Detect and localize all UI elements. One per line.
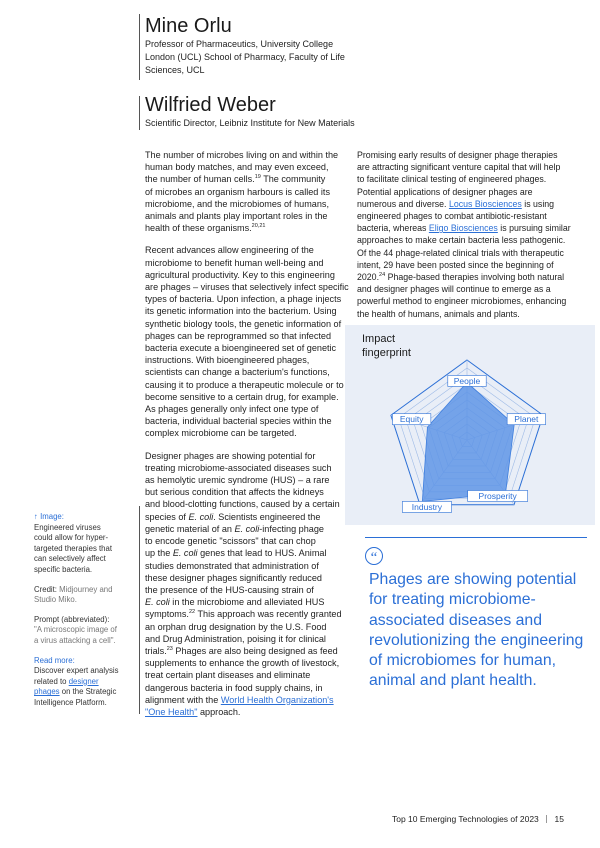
chart-title-line-1: Impact	[362, 333, 396, 345]
text-line: become sensitive to a certain drug, for example.	[145, 391, 339, 402]
text-line: are attracting significant venture capital that will help	[357, 162, 561, 173]
species-name: E. coli	[172, 548, 198, 559]
caption-line: targeted therapies that	[34, 543, 113, 553]
species-name: E. coli	[234, 523, 260, 534]
text-line: This approach was recently granted	[195, 609, 342, 620]
text-line: Of the 44 phage-related clinical trials with therapeutic	[357, 247, 564, 258]
author-name: Wilfried Weber	[145, 94, 276, 116]
text-line: complex microbiome can be targeted.	[145, 428, 297, 439]
text-line: symptoms.	[145, 609, 189, 620]
credit-line: Studio Miko.	[34, 595, 77, 605]
text-line: agricultural productivity. Key to this engineering	[145, 269, 335, 280]
text-line: Promising early results of designer phage therapies	[357, 150, 558, 160]
text-line: Designer phages are showing potential for	[145, 450, 316, 461]
prompt-line: "A microscopic image of	[34, 625, 117, 635]
text-line: -infecting phage	[259, 523, 324, 534]
radar-label-text: People	[453, 375, 481, 386]
footnote-ref: 22	[188, 609, 196, 616]
text-line: powerful method to engineer microbiomes, enhancing	[357, 296, 567, 307]
text-line: the health of humans, animals and plants.	[357, 308, 520, 319]
arrow-up-icon: ↑	[34, 512, 38, 521]
article-column-2	[357, 149, 589, 330]
text-line: trials.	[145, 645, 167, 656]
text-line: and Drug Administration, poising it for clinical	[145, 633, 326, 644]
text-line: phages can be reprogrammed so that infected	[145, 330, 332, 341]
species-name: E. coli	[145, 597, 170, 608]
text-line: As phages generally only infect one type of	[145, 404, 319, 415]
caption-line: specific bacteria.	[34, 564, 93, 574]
radar-axis-label-industry	[402, 501, 451, 512]
chart-title-line-2: fingerprint	[362, 347, 411, 359]
text-line: scientists can change a bacterium's functions,	[145, 367, 330, 378]
text-line: approaches to make certain bacteria less pathogenic.	[357, 235, 566, 246]
text-line: Phages are also being designed as feed	[172, 645, 338, 656]
text-line: alignment with the	[145, 694, 221, 705]
read-more-line: on the Strategic	[59, 687, 117, 697]
text-line: bacteria execute a bioengineered set of genetic	[145, 343, 337, 354]
footer-divider	[546, 815, 547, 823]
eligo-biosciences-link[interactable]: Eligo Biosciences	[428, 223, 498, 234]
radar-axis-label-planet	[507, 414, 545, 425]
text-line: genes that lead to HUS. Animal	[197, 548, 327, 559]
radar-axis-label-people	[448, 375, 486, 386]
radar-label-text: Industry	[411, 501, 443, 512]
text-line: The number of microbes living on and within the	[145, 150, 339, 160]
text-line: the presence of the HUS-causing strain of	[145, 584, 314, 595]
text-line: these designer phages significantly reduced	[145, 572, 322, 583]
paragraph-2	[145, 244, 351, 439]
author-role-line: Professor of Pharmaceutics, University College	[145, 39, 334, 49]
quote-line: for treating microbiome-	[369, 591, 536, 609]
text-line: are phages – viruses that selectively infect specific	[145, 282, 349, 293]
author-rule-1	[139, 14, 140, 80]
text-line: approach.	[197, 706, 241, 717]
radar-axis-label-prosperity	[468, 490, 528, 501]
text-line: The community	[260, 174, 326, 185]
author-block-1	[145, 14, 445, 77]
caption-line: could allow for hyper-	[34, 533, 109, 543]
radar-label-text: Equity	[399, 414, 424, 425]
text-line: dangerous bacteria in food supply chains, in	[145, 682, 323, 693]
text-line: types of bacteria. Upon infection, a phage injects	[145, 294, 342, 305]
pull-quote-rule	[365, 537, 587, 538]
caption-line: Engineered viruses	[34, 522, 101, 532]
article-column-1	[145, 149, 351, 728]
footnote-ref: 23	[166, 645, 173, 652]
text-line: synthetic biology tools, the genetic information of	[145, 318, 342, 329]
text-line: its genetic information into the bacterium. Using	[145, 306, 337, 317]
text-line: to facilitate clinical testing of engineered phages.	[357, 174, 547, 185]
text-line: is using	[521, 198, 555, 209]
text-line: 2020.	[357, 272, 380, 283]
read-more-line: Discover expert analysis	[34, 666, 119, 676]
text-line: in the microbiome and alleviated HUS	[169, 597, 325, 608]
image-caption-sidebar	[34, 512, 136, 717]
footer-text: Top 10 Emerging Technologies of 2023	[391, 814, 539, 824]
text-line: engineered phages to combat antibiotic-resistant	[357, 211, 547, 222]
page-number: 15	[554, 814, 564, 824]
credit-label: Credit:	[34, 584, 57, 594]
quote-line: animal and plant health.	[369, 672, 537, 690]
text-line: instructions. With bioengineered phages,	[145, 355, 310, 366]
paragraph-3	[145, 450, 351, 718]
text-line: treating microbiome-associated diseases such	[145, 462, 332, 473]
caption-line: can selectively affect	[34, 554, 106, 564]
author-role-line: Sciences, UCL	[145, 65, 205, 75]
locus-biosciences-link[interactable]: Locus Biosciences	[448, 198, 522, 209]
author-role-line: London (UCL) School of Pharmacy, Faculty of Life	[145, 52, 345, 62]
footnote-ref: 19	[254, 174, 261, 181]
text-line: studies demonstrated that administration of	[145, 560, 319, 571]
radar-axis-label-equity	[392, 414, 430, 425]
footnote-ref: 24	[379, 272, 386, 279]
one-health-link[interactable]: "One Health"	[145, 706, 198, 717]
quote-line: associated diseases and	[369, 611, 543, 629]
read-more-line: related to	[34, 676, 69, 686]
author-block-2	[145, 93, 445, 130]
text-line: health of these organisms.	[145, 223, 252, 234]
text-line: . Scientists engineered the	[213, 511, 321, 522]
image-label: Image:	[40, 512, 64, 521]
text-line: an orphan drug designation by the U.S. Food	[145, 621, 327, 632]
text-line: treat certain plant diseases and eliminate	[145, 670, 311, 681]
designer-phages-link[interactable]: designer	[68, 676, 99, 686]
radar-label-text: Prosperity	[478, 490, 517, 501]
pull-quote	[369, 570, 595, 692]
text-line: supplements to enhance the growth of livestock,	[145, 658, 340, 669]
text-line: the number of human cells.	[145, 174, 255, 185]
read-more	[34, 656, 136, 709]
text-line: and blood-clotting functions, caused by a certain	[145, 499, 340, 510]
read-more-line: Intelligence Platform.	[34, 697, 107, 707]
text-line: numerous and diverse.	[357, 198, 449, 209]
read-more-label: Read more:	[34, 655, 75, 665]
text-line: Recent advances allow engineering of the	[145, 245, 314, 256]
text-line: bacteria, whereas	[357, 223, 429, 234]
author-rule-2	[139, 96, 140, 130]
paragraph-1	[145, 149, 351, 234]
author-role-line: Scientific Director, Leibniz Institute for New Materials	[145, 118, 355, 128]
quote-line: Phages are showing potential	[369, 571, 577, 588]
quote-line: of microbiomes for human,	[369, 652, 557, 670]
text-line: causing it to produce a therapeutic molecule or to	[145, 379, 344, 390]
text-line: animals and plants play important roles in the	[145, 211, 328, 222]
paragraph-4	[357, 149, 589, 320]
image-credit	[34, 585, 136, 606]
text-line: intent, 29 have been posted since the beginning of	[357, 259, 554, 270]
text-line: Phage-based therapies involving both natural	[385, 272, 565, 283]
designer-phages-link[interactable]: phages	[34, 687, 60, 697]
text-line: genetic material of an	[145, 523, 235, 534]
text-line: Potential applications of designer phages are	[357, 186, 533, 197]
text-line: as hemolytic uremic syndrome (HUS) – a rare	[145, 475, 330, 486]
impact-fingerprint-chart	[345, 325, 595, 525]
prompt-line: a virus attacking a cell".	[34, 635, 116, 645]
text-line: but serious condition that affects the kidneys	[145, 487, 324, 498]
text-line: of microbes an organism harbours is called its	[145, 186, 330, 197]
image-caption	[34, 512, 136, 576]
text-line: and designer phages will continue to emerge as a	[357, 284, 551, 295]
text-line: species of	[145, 511, 189, 522]
credit-line: Midjourney and	[59, 584, 113, 594]
text-line: up the	[145, 548, 173, 559]
quote-icon	[365, 547, 383, 565]
text-line: is pursuing similar	[497, 223, 571, 234]
text-line: human body matches, and may even exceed,	[145, 162, 329, 173]
text-line: microbiome to benefit human well-being and	[145, 257, 324, 268]
sidebar-rule	[139, 506, 140, 714]
footnote-ref: 20,21	[251, 223, 266, 230]
who-link[interactable]: World Health Organization's	[220, 694, 334, 705]
image-prompt	[34, 615, 136, 647]
author-name: Mine Orlu	[145, 15, 232, 37]
radar-label-text: Planet	[514, 414, 539, 425]
text-line: to encode genetic "scissors" that can chop	[145, 536, 316, 547]
prompt-label: Prompt (abbreviated):	[34, 614, 110, 624]
quote-mark: “	[370, 550, 378, 566]
page-footer	[392, 814, 564, 824]
quote-line: revolutionizing the engineering	[369, 631, 584, 649]
text-line: bacteria, individual bacterial species within the	[145, 416, 332, 427]
text-line: microbiome, and the microbiomes of humans,	[145, 198, 329, 209]
species-name: E. coli	[188, 511, 214, 522]
